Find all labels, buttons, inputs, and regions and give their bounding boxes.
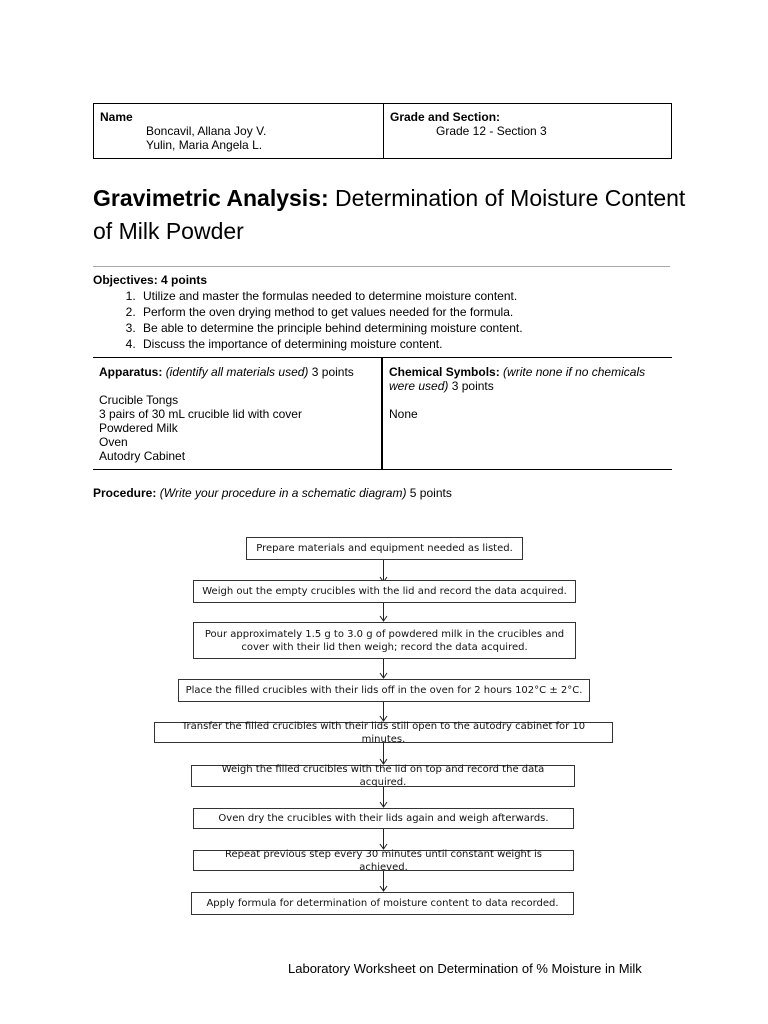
down-arrow-icon bbox=[379, 787, 388, 808]
apparatus-cell bbox=[93, 358, 383, 469]
chemical-heading: Chemical Symbols: bbox=[389, 365, 500, 379]
apparatus-item: Powdered Milk bbox=[99, 421, 178, 435]
flow-step: Prepare materials and equipment needed as listed. bbox=[246, 537, 523, 560]
objective-item: 3. Be able to determine the principle behind determining moisture content. bbox=[139, 320, 673, 336]
chemical-instruction: (write none if no chemicals were used) bbox=[389, 365, 646, 393]
flow-step: Oven dry the crucibles with their lids again and weigh afterwards. bbox=[193, 808, 574, 829]
objectives-heading: Objectives: 4 points bbox=[93, 273, 208, 287]
apparatus-heading: Apparatus: bbox=[99, 365, 163, 379]
procedure-instruction: (Write your procedure in a schematic diagram) bbox=[159, 486, 407, 500]
apparatus-instruction: (identify all materials used) bbox=[165, 365, 309, 379]
flow-step: Weigh out the empty crucibles with the lid and record the data acquired. bbox=[193, 580, 576, 603]
down-arrow-icon bbox=[379, 743, 388, 765]
student-name-2: Yulin, Maria Angela L. bbox=[146, 138, 263, 152]
flow-step: Transfer the filled crucibles with their lids still open to the autodry cabinet for 10 minutes. bbox=[154, 722, 613, 743]
objective-item: 1. Utilize and master the formulas needed to determine moisture content. bbox=[139, 288, 673, 304]
grade-label: Grade and Section: bbox=[390, 110, 501, 124]
down-arrow-icon bbox=[379, 871, 388, 892]
page-footer: Laboratory Worksheet on Determination of % Moisture in Milk bbox=[288, 961, 642, 976]
objective-item: 2. Perform the oven drying method to get values needed for the formula. bbox=[139, 304, 673, 320]
title-bold: Gravimetric Analysis: bbox=[93, 185, 329, 211]
chemical-value: None bbox=[389, 407, 418, 421]
flow-step: Weigh the filled crucibles with the lid on top and record the data acquired. bbox=[191, 765, 575, 787]
objectives-section bbox=[93, 272, 673, 352]
down-arrow-icon bbox=[379, 603, 388, 622]
chemical-cell bbox=[383, 358, 672, 469]
apparatus-table bbox=[93, 357, 672, 470]
student-name-1: Boncavil, Allana Joy V. bbox=[146, 124, 267, 138]
grade-cell bbox=[384, 104, 671, 158]
objective-item: 4. Discuss the importance of determining moisture content. bbox=[139, 336, 673, 352]
flow-step: Place the filled crucibles with their lids off in the oven for 2 hours 102°C ± 2°C. bbox=[178, 679, 590, 702]
divider bbox=[93, 266, 670, 267]
flow-step: Repeat previous step every 30 minutes until constant weight is achieved. bbox=[193, 850, 574, 871]
student-info-table bbox=[93, 103, 672, 159]
apparatus-item: Oven bbox=[99, 435, 128, 449]
chemical-header bbox=[389, 365, 666, 393]
apparatus-item: 3 pairs of 30 mL crucible lid with cover bbox=[99, 407, 302, 421]
apparatus-item: Autodry Cabinet bbox=[99, 449, 186, 463]
apparatus-points: 3 points bbox=[308, 365, 354, 379]
name-cell bbox=[94, 104, 384, 158]
name-label: Name bbox=[100, 110, 133, 124]
grade-value: Grade 12 - Section 3 bbox=[436, 124, 547, 138]
flow-step: Pour approximately 1.5 g to 3.0 g of powdered milk in the crucibles and cover with their lid then weigh; record the data acquired. bbox=[193, 622, 576, 659]
down-arrow-icon bbox=[379, 659, 388, 679]
objectives-list bbox=[93, 288, 673, 352]
apparatus-list bbox=[99, 393, 375, 463]
title-rest: Determination of Moisture Content of Milk Powder bbox=[93, 185, 686, 244]
flow-step: Apply formula for determination of moisture content to data recorded. bbox=[191, 892, 574, 915]
apparatus-header bbox=[99, 365, 375, 379]
procedure-heading bbox=[93, 486, 452, 500]
page-title bbox=[93, 182, 693, 248]
procedure-label: Procedure: bbox=[93, 486, 157, 500]
apparatus-item: Crucible Tongs bbox=[99, 393, 179, 407]
procedure-points: 5 points bbox=[406, 486, 452, 500]
chemical-points: 3 points bbox=[448, 379, 494, 393]
